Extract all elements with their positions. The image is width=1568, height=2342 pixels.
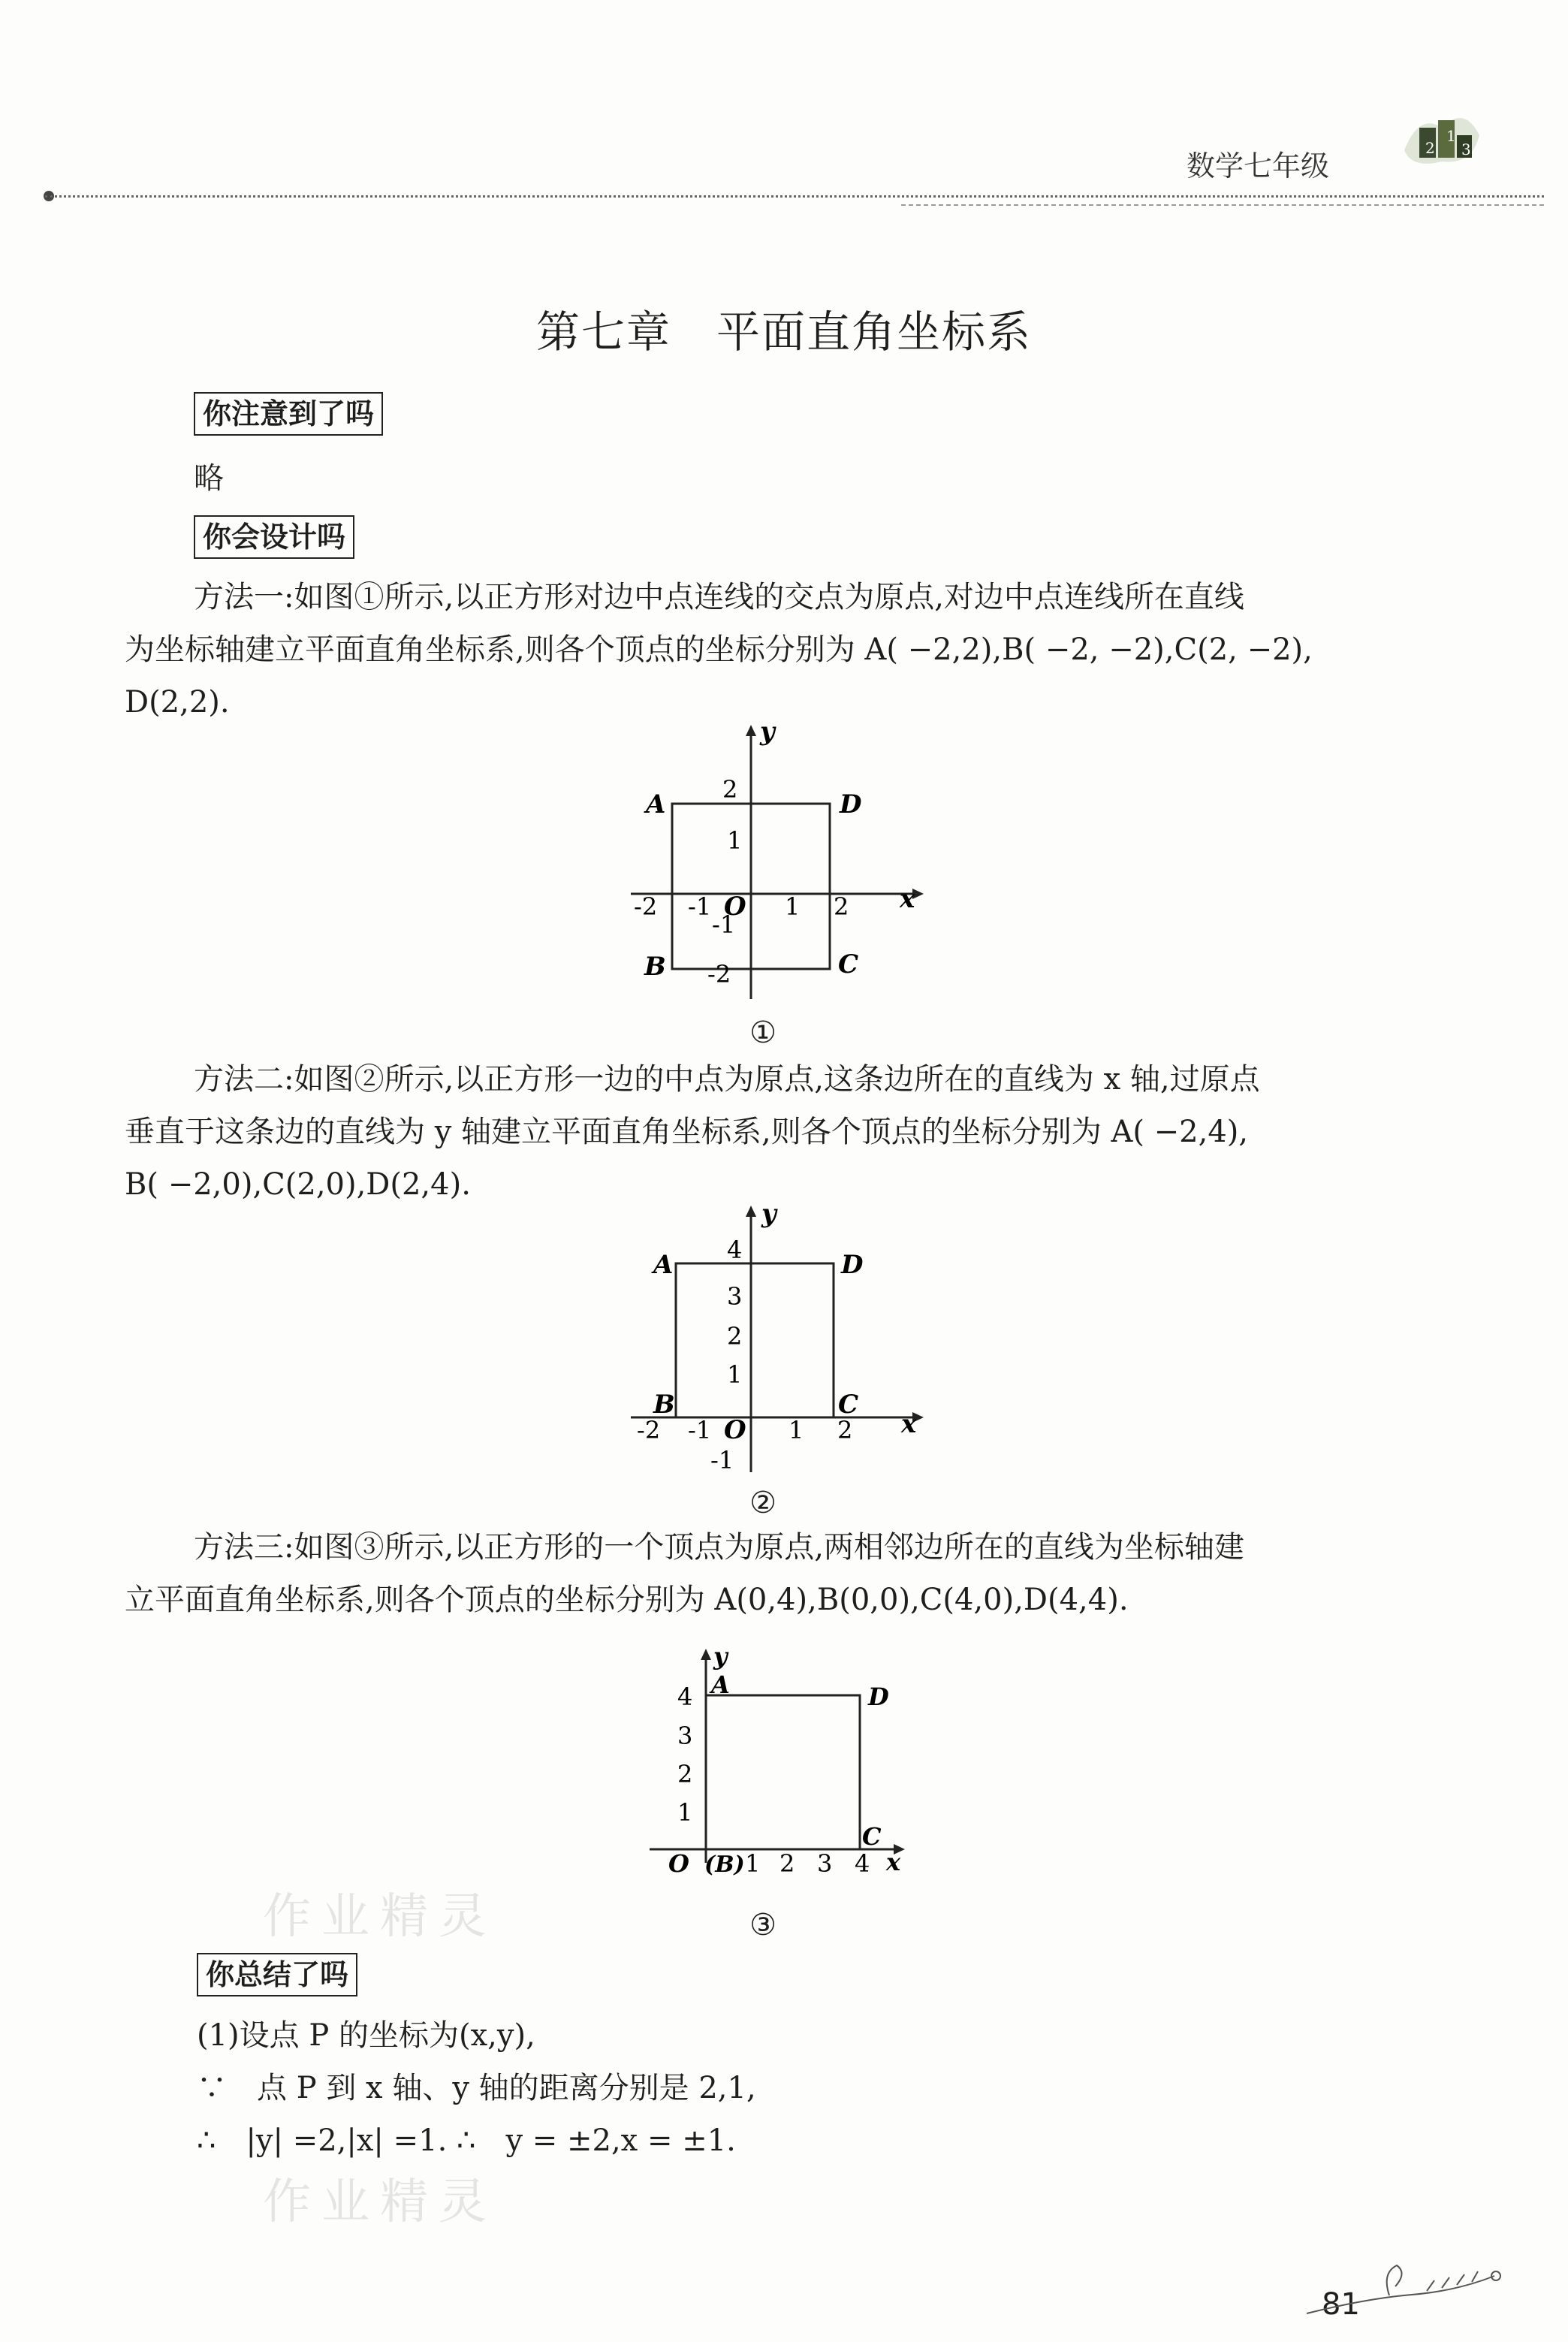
- figure-2-caption: ②: [749, 1486, 776, 1520]
- page-ornament-icon: [1299, 2246, 1509, 2321]
- header-divider-secondary: [901, 204, 1544, 206]
- figure-1-caption: ①: [749, 1016, 776, 1050]
- method3-line1: 方法三:如图③所示,以正方形的一个顶点为原点,两相邻边所在的直线为坐标轴建: [194, 1530, 1244, 1565]
- y-tick: 4: [727, 1236, 743, 1264]
- page-number: 81: [1322, 2287, 1360, 2322]
- method1-line3: D(2,2).: [125, 685, 230, 720]
- origin-label: O: [668, 1849, 689, 1878]
- x-axis-label: x: [900, 884, 915, 914]
- header-divider: [45, 195, 1544, 198]
- y-axis-arrow-icon: [746, 1206, 756, 1217]
- origin-b-label: (B): [704, 1852, 745, 1878]
- chapter-title: 第七章 平面直角坐标系: [535, 306, 1032, 358]
- origin-label: O: [724, 892, 746, 922]
- y-tick: 2: [677, 1760, 693, 1788]
- x-tick: -1: [688, 1416, 712, 1444]
- figure-3-caption: ③: [749, 1908, 776, 1942]
- x-tick: 1: [785, 892, 801, 921]
- y-tick: -1: [710, 1446, 734, 1474]
- vertex-label: C: [838, 949, 859, 979]
- y-tick: 3: [677, 1722, 693, 1750]
- y-axis-label: y: [760, 717, 775, 747]
- method1-line2: 为坐标轴建立平面直角坐标系,则各个顶点的坐标分别为 A( −2,2),B( −2, −2),C(2, −2),: [125, 632, 1313, 667]
- x-tick: 1: [745, 1849, 761, 1878]
- y-axis-label: y: [713, 1642, 728, 1670]
- y-tick: 3: [727, 1282, 743, 1311]
- figure-2: [616, 1191, 931, 1483]
- x-tick: 4: [855, 1849, 870, 1878]
- section-body-noticed: 略: [194, 461, 224, 496]
- y-axis-arrow-icon: [701, 1649, 711, 1660]
- x-tick: -1: [688, 892, 712, 921]
- figure-3: [638, 1637, 924, 1893]
- y-tick: -2: [707, 960, 731, 988]
- summary-line1: (1)设点 P 的坐标为(x,y),: [197, 2018, 535, 2053]
- method2-line1: 方法二:如图②所示,以正方形一边的中点为原点,这条边所在的直线为 x 轴,过原点: [194, 1062, 1260, 1097]
- y-tick: 4: [677, 1683, 693, 1711]
- y-tick: 1: [677, 1798, 693, 1827]
- y-tick: 1: [727, 826, 743, 855]
- svg-text:1: 1: [1446, 127, 1456, 145]
- y-tick: 2: [727, 1322, 743, 1351]
- x-tick: 1: [789, 1416, 804, 1444]
- method3-line2: 立平面直角坐标系,则各个顶点的坐标分别为 A(0,4),B(0,0),C(4,0),D(4,4).: [125, 1583, 1129, 1617]
- vertex-label: D: [841, 1250, 864, 1280]
- rectangle: [676, 1263, 834, 1417]
- vertex-label: B: [653, 1390, 675, 1420]
- header-title: 数学七年级: [1187, 149, 1330, 183]
- vertex-label: B: [644, 952, 666, 982]
- svg-text:3: 3: [1461, 140, 1471, 158]
- y-tick: -1: [712, 910, 736, 939]
- x-tick: 3: [817, 1849, 833, 1878]
- method2-line3: B( −2,0),C(2,0),D(2,4).: [125, 1167, 471, 1202]
- vertex-label: A: [711, 1670, 730, 1699]
- watermark: 作业精灵: [263, 1889, 497, 1945]
- x-axis-label: x: [886, 1848, 901, 1876]
- vertex-label: A: [646, 789, 666, 819]
- y-tick: 1: [727, 1360, 743, 1389]
- x-tick: -2: [634, 892, 658, 921]
- section-title-design: 你会设计吗: [194, 515, 354, 559]
- summary-line2: ∵ 点 P 到 x 轴、y 轴的距离分别是 2,1,: [197, 2071, 756, 2105]
- origin-label: O: [724, 1415, 746, 1445]
- x-axis-label: x: [901, 1409, 917, 1439]
- summary-line3: ∴ |y| =2,|x| =1. ∴ y = ±2,x = ±1.: [197, 2123, 736, 2158]
- x-tick: 2: [779, 1849, 795, 1878]
- vertex-label: C: [862, 1822, 882, 1851]
- square: [706, 1695, 860, 1849]
- y-axis-label: y: [761, 1199, 776, 1229]
- vertex-label: A: [653, 1250, 674, 1280]
- svg-text:2: 2: [1425, 139, 1435, 157]
- x-tick: 2: [834, 892, 849, 921]
- book-logo-icon: [1397, 98, 1487, 173]
- x-tick: 2: [837, 1416, 853, 1444]
- x-tick: -2: [637, 1416, 661, 1444]
- method2-line2: 垂直于这条边的直线为 y 轴建立平面直角坐标系,则各个顶点的坐标分别为 A( −2,4),: [125, 1115, 1249, 1149]
- figure-1: [616, 714, 931, 1014]
- vertex-label: D: [868, 1683, 889, 1711]
- y-tick: 2: [722, 775, 738, 804]
- vertex-label: D: [840, 789, 862, 819]
- section-title-summary: 你总结了吗: [197, 1953, 357, 1996]
- vertex-label: C: [838, 1390, 859, 1420]
- watermark: 作业精灵: [263, 2174, 497, 2230]
- section-title-noticed: 你注意到了吗: [194, 392, 383, 436]
- method1-line1: 方法一:如图①所示,以正方形对边中点连线的交点为原点,对边中点连线所在直线: [194, 580, 1244, 614]
- y-axis-arrow-icon: [746, 725, 756, 736]
